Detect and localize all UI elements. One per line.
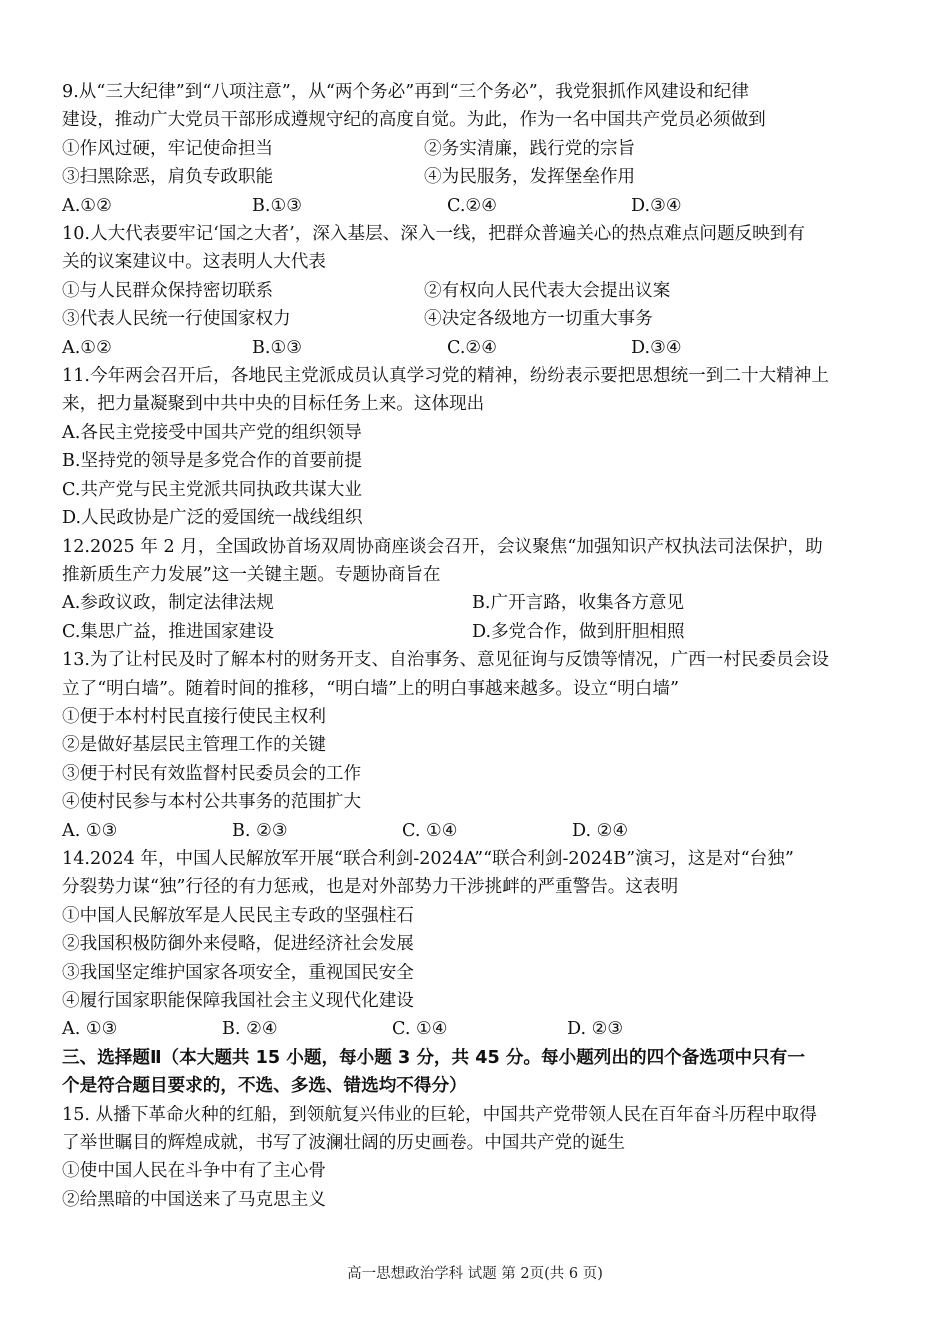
choice-d: D.③④	[631, 195, 682, 216]
question-stem: 建设，推动广大党员干部形成遵规守纪的高度自觉。为此，作为一名中国共产党员必须做到	[62, 110, 766, 131]
choice-d: D.人民政协是广泛的爱国统一战线组织	[62, 508, 363, 529]
choice-a: A.各民主党接受中国共产党的组织领导	[62, 422, 362, 443]
choice-row	[62, 589, 892, 617]
statement-1: ①作风过硬，牢记使命担当	[62, 138, 274, 159]
choice-b: B.广开言路，收集各方意见	[472, 593, 685, 614]
choice-a: A. ①③	[62, 820, 118, 841]
statement-2: ②是做好基层民主管理工作的关键	[62, 735, 326, 756]
choice-c: C.共产党与民主党派共同执政共谋大业	[62, 479, 362, 500]
choice-d: D. ②③	[567, 1019, 624, 1040]
statement-3: ③扫黑除恶，肩负专政职能	[62, 167, 274, 188]
choice-a: A.参政议政，制定法律法规	[62, 593, 274, 614]
statement-row	[62, 163, 892, 191]
question-stem: 推新质生产力发展”这一关键主题。专题协商旨在	[62, 564, 441, 585]
question-15	[62, 1101, 892, 1215]
answer-choices	[62, 1015, 892, 1043]
statement-4: ④使村民参与本村公共事务的范围扩大	[62, 792, 362, 813]
statement-1: ①中国人民解放军是人民民主专政的坚强柱石	[62, 905, 414, 926]
section-heading	[62, 1044, 892, 1101]
choice-c: C. ①④	[392, 1019, 448, 1040]
section-heading-line: 三、选择题Ⅱ（本大题共 15 小题，每小题 3 分，共 45 分。每小题列出的四个备选项中只有一	[62, 1047, 805, 1068]
statement-3: ③代表人民统一行使国家权力	[62, 309, 291, 330]
answer-choices	[62, 817, 892, 845]
choice-b: B.①③	[252, 195, 303, 216]
page-footer: 高一思想政治学科 试题 第 2页(共 6 页)	[347, 1266, 603, 1282]
choice-b: B. ②④	[222, 1019, 278, 1040]
answer-choices	[62, 334, 892, 362]
statement-row	[62, 305, 892, 333]
question-12	[62, 533, 892, 647]
choice-c: C.②④	[447, 337, 497, 358]
question-stem: 12.2025 年 2 月，全国政协首场双周协商座谈会召开，会议聚焦“加强知识产权执法司法保护，助	[62, 536, 823, 557]
choice-c: C. ①④	[402, 820, 458, 841]
choice-b: B. ②③	[232, 820, 288, 841]
choice-a: A. ①③	[62, 1019, 118, 1040]
statement-1: ①与人民群众保持密切联系	[62, 280, 274, 301]
statement-2: ②务实清廉，践行党的宗旨	[424, 138, 636, 159]
question-stem: 15. 从播下革命火种的红船，到领航复兴伟业的巨轮，中国共产党带领人民在百年奋斗历程中取得	[62, 1104, 817, 1125]
statement-row	[62, 277, 892, 305]
statement-4: ④履行国家职能保障我国社会主义现代化建设	[62, 991, 414, 1011]
statement-2: ②有权向人民代表大会提出议案	[424, 280, 671, 301]
statement-4: ④为民服务，发挥堡垒作用	[424, 167, 636, 188]
question-9	[62, 78, 892, 220]
choice-a: A.①②	[62, 337, 112, 358]
statement-2: ②给黑暗的中国送来了马克思主义	[62, 1189, 326, 1210]
choice-c: C.②④	[447, 195, 497, 216]
choice-b: B.坚持党的领导是多党合作的首要前提	[62, 451, 363, 472]
question-10	[62, 220, 892, 362]
statement-1: ①便于本村村民直接行使民主权利	[62, 706, 326, 727]
choice-b: B.①③	[252, 337, 303, 358]
question-stem: 关的议案建议中。这表明人大代表	[62, 252, 326, 273]
choice-row	[62, 618, 892, 646]
question-13	[62, 646, 892, 845]
choice-a: A.①②	[62, 195, 112, 216]
statement-3: ③便于村民有效监督村民委员会的工作	[62, 763, 362, 784]
statement-4: ④决定各级地方一切重大事务	[424, 309, 653, 330]
exam-page-content	[62, 78, 892, 1214]
question-14	[62, 845, 892, 1044]
question-stem: 立了“明白墙”。随着时间的推移，“明白墙”上的明白事越来越多。设立“明白墙”	[62, 678, 679, 699]
statement-2: ②我国积极防御外来侵略，促进经济社会发展	[62, 934, 414, 955]
question-stem: 13.为了让村民及时了解本村的财务开支、自治事务、意见征询与反馈等情况，广西一村民委员会设	[62, 650, 829, 671]
choice-d: D. ②④	[572, 820, 629, 841]
question-stem: 分裂势力谋“独”行径的有力惩戒，也是对外部势力干涉挑衅的严重警告。这表明	[62, 877, 679, 898]
section-heading-line: 个是符合题目要求的，不选、多选、错选均不得分）	[62, 1076, 467, 1097]
statement-1: ①使中国人民在斗争中有了主心骨	[62, 1161, 326, 1182]
question-stem: 9.从“三大纪律”到“八项注意”，从“两个务必”再到“三个务必”，我党狠抓作风建设和纪律	[62, 82, 749, 102]
question-stem: 10.人大代表要牢记‘国之大者’，深入基层、深入一线，把群众普遍关心的热点难点问题反映到有	[62, 224, 805, 245]
question-stem: 了举世瞩目的辉煌成就，书写了波澜壮阔的历史画卷。中国共产党的诞生	[62, 1133, 626, 1154]
question-stem: 11.今年两会召开后，各地民主党派成员认真学习党的精神，纷纷表示要把思想统一到二十大精神上	[62, 366, 829, 387]
answer-choices	[62, 192, 892, 220]
question-11	[62, 362, 892, 532]
statement-3: ③我国坚定维护国家各项安全，重视国民安全	[62, 962, 414, 983]
choice-c: C.集思广益，推进国家建设	[62, 621, 274, 642]
question-stem: 14.2024 年，中国人民解放军开展“联合利剑-2024A”“联合利剑-2024B”演习，这是对“台独”	[62, 848, 794, 869]
choice-d: D.③④	[631, 337, 682, 358]
question-stem: 来，把力量凝聚到中共中央的目标任务上来。这体现出	[62, 394, 485, 415]
statement-row	[62, 135, 892, 163]
choice-d: D.多党合作，做到肝胆相照	[472, 621, 685, 642]
